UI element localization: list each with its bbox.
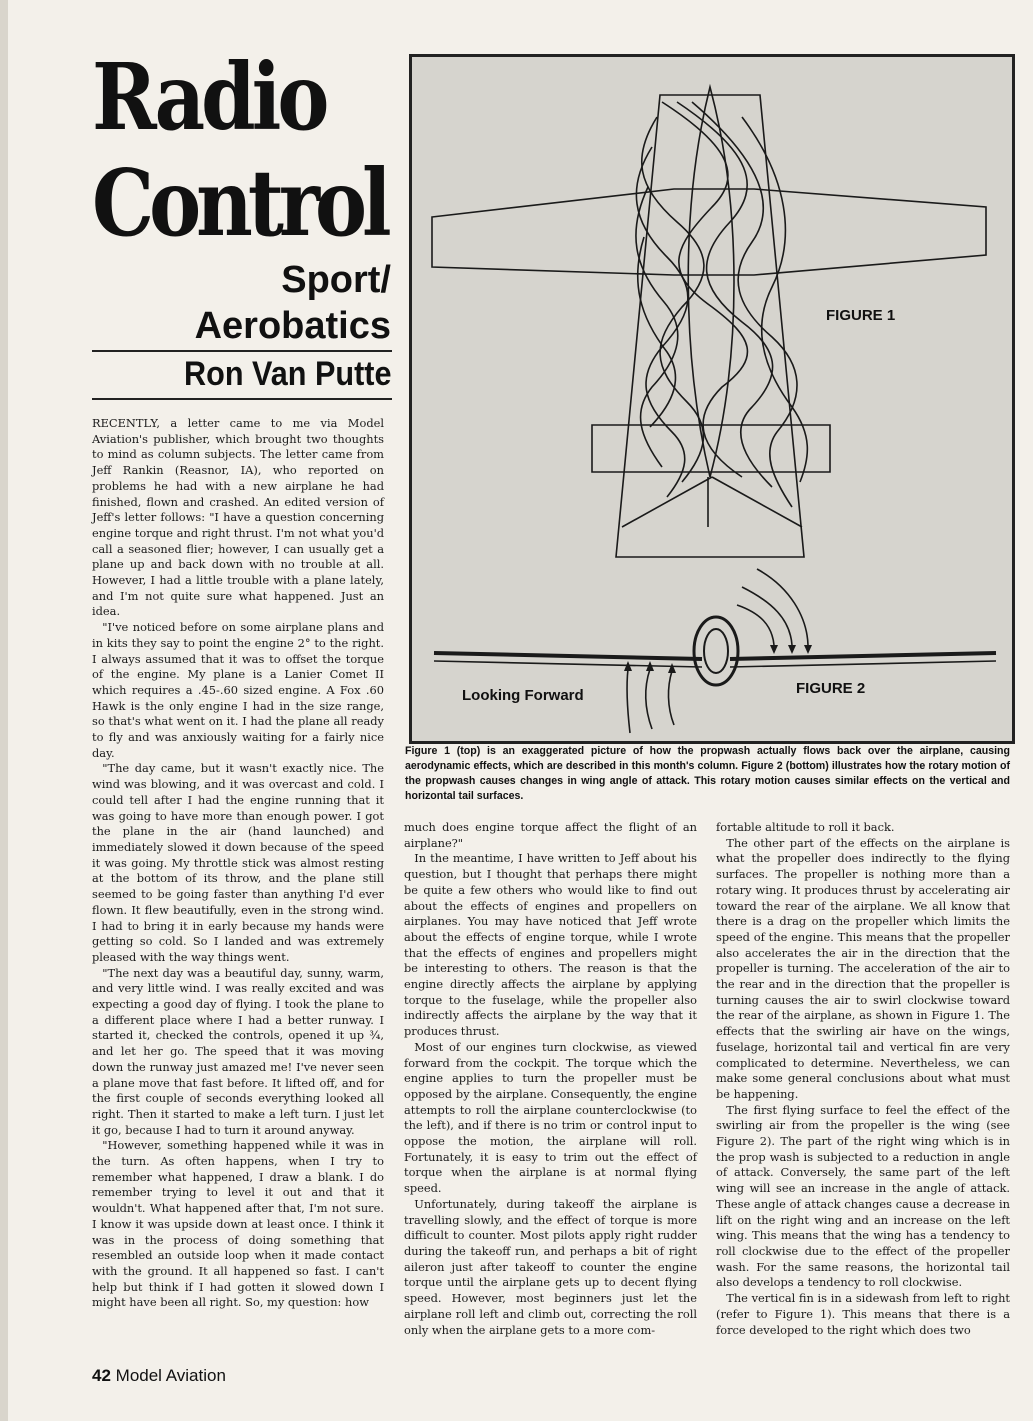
- title-line-1: Radio: [92, 44, 326, 152]
- propwash-line: [742, 117, 807, 482]
- paragraph: fortable altitude to roll it back.: [716, 820, 895, 834]
- paragraph: The first flying surface to feel the effect of the swirling air from the propeller is the wing (see Figure 2). The part of the right wing which is in the prop wash is subjected to a reduction in angle of attack. Conversely, the same part of the left wing will see an increase in the angle of attack. These angle of attack changes cause a decrease in lift on the right wing and an increase on the left wing. This means that the wing has a tendency to roll clockwise due to the effect of the propeller wash. For the same reasons, the horizontal tail also develops a tendency to roll clockwise.: [716, 1102, 1010, 1290]
- article-column-3: [716, 820, 1010, 1338]
- paragraph: much does engine torque affect the flight of an airplane?": [404, 820, 697, 850]
- article-column-2: [404, 820, 697, 1338]
- wing-section-left: [434, 653, 702, 659]
- propwash-line: [622, 477, 712, 527]
- paragraph: The vertical fin is in a sidewash from left to right (refer to Figure 1). This means that there is a force developed to the right which does two: [716, 1291, 1010, 1337]
- propwash-line: [636, 147, 687, 497]
- paragraph: "The next day was a beautiful day, sunny, warm, and very little wind. I was really excited and was expecting a good day of flying. I took the plane to a different place where I had a better runway. I started it, checked the controls, opened it up ¾, and let her go. The speed that it was moving down the runway just amazed me! I've never seen a plane move that fast before. It lifted off, and for the first couple of seconds everything looked all right. Then it started to make a left turn. I just let it go, because I had to turn it around anyway.: [92, 965, 384, 1137]
- page-edge: [0, 0, 8, 1421]
- fuselage-section: [694, 617, 738, 685]
- paragraph: Most of our engines turn clockwise, as viewed forward from the cockpit. The torque which the engine applies to turn the propeller must be opposed by the airplane. Consequently, the engine attempts to roll the airplane counterclockwise (to the left), and if there is no trim or control input to oppose the motion, the airplane will roll. Fortunately, it is easy to trim out the effect of torque when the airplane is at normal flying speed.: [404, 1039, 697, 1196]
- subtitle-line-2: Aerobatics: [194, 305, 391, 347]
- airflow-arrow: [668, 671, 674, 725]
- byline-rule: [92, 398, 392, 400]
- looking-forward-label: Looking Forward: [462, 687, 584, 704]
- title-line-2: Control: [92, 150, 387, 258]
- article-column-1: [92, 416, 384, 1311]
- figure-caption: Figure 1 (top) is an exaggerated picture of how the propwash actually flows back over the airplane, causing aerodynamic effects, which are described in this month's column. Figure 2 (bottom) illustrates how the rotary motion of the propwash causes changes in wing angle of attack. This rotary motion causes similar effects on the vertical and horizontal tail surfaces.: [405, 745, 1010, 802]
- airflow-arrow: [737, 605, 774, 645]
- paragraph: "I've noticed before on some airplane plans and in kits they say to point the engine 2° to the right. I always assumed that it was to offset the torque of the engine. My plane is a Lanier Comet II which requires a .45-.60 sized engine. A Fox .60 Hawk is the only engine I had in the size range, so that's what went on it. I had the plane all ready to fly and was anxiously waiting for a fairly nice day.: [92, 620, 384, 760]
- author-byline: Ron Van Putte: [183, 355, 391, 393]
- figure-panel: [409, 54, 1015, 744]
- magazine-name: Model Aviation: [115, 1366, 226, 1385]
- paragraph: The other part of the effects on the airplane is what the propeller does indirectly to the flying surfaces. The propeller is nothing more than a rotary wing. It produces thrust by accelerating air toward the rear of the airplane. We all know that there is a drag on the propeller which limits the speed of the engine. This means that the propeller also accelerates the air in the direction that the propeller is turning. The acceleration of the air to the rear and in the direction that the propeller is turning causes the air to swirl clockwise toward the rear of the airplane, as shown in Figure 1. The effects that the swirling air have on the wings, fuselage, horizontal tail and vertical fin are very complicated to determine. Nevertheless, we can make some general conclusions about what must be happening.: [716, 835, 1010, 1101]
- figure-1-label: FIGURE 1: [826, 307, 896, 324]
- paragraph: "The day came, but it wasn't exactly nice. The wind was blowing, and it was overcast and cold. I could tell after I had the engine running that it was going to have more than enough power. I got the plane in the air (hand launched) and immediately slowed it down because of the speed it was going. My throttle stick was almost resting at the bottom of its throw, and the plane still seemed to be going faster than anything I'd ever flown. It flew beautifully, even in the strong wind. I had to bring it in early because my hands were getting so cold. So I landed and was extremely pleased with the way things went.: [92, 761, 384, 964]
- subtitle-line-1: Sport/: [281, 259, 391, 301]
- airflow-arrow: [627, 669, 630, 733]
- figure-2-label: FIGURE 2: [796, 680, 866, 697]
- fuselage: [616, 95, 804, 557]
- main-wing: [432, 189, 986, 275]
- page-footer: [92, 1366, 226, 1386]
- paragraph: RECENTLY, a letter came to me via Model Aviation's publisher, which brought two thoughts to mind as column subjects. The letter came from Jeff Rankin (Reasnor, IA), who reported on problems he had with a new airplane he had finished, flown and crashed. An edited version of Jeff's letter follows: "I have a question concerning engine torque and right thrust. I'm not what you'd call a seasoned flier; however, I can usually get a plane up and back down with no trouble at all. However, I had a little trouble with a plane lately, and I'm not quite sure what happened. Just an idea.: [92, 416, 384, 619]
- page-number: 42: [92, 1366, 111, 1385]
- airflow-arrow: [757, 569, 808, 645]
- paragraph: Unfortunately, during takeoff the airplane is travelling slowly, and the effect of torque is more difficult to counter. Most pilots apply right rudder during the takeoff run, and perhaps a bit of right aileron just after takeoff to counter the engine torque until the airplane gets up to decent flying speed. However, most beginners just let the airplane roll left and climb out, correcting the roll only when the airplane gets to a more com-: [404, 1196, 697, 1337]
- paragraph: "However, something happened while it was in the turn. As often happens, when I try to remember what happened, I draw a blank. I do remember trying to level it out and that it wouldn't. What happened after that, I'm not sure. I know it was upside down at least once. I think it was in the process of doing something that resembled an outside loop when it made contact with the ground. It all happened so fast. I can't help but think if I had gotten it slowed down I might have been all right. So, my question: how: [92, 1138, 384, 1310]
- propwash-diagram: [412, 57, 1012, 741]
- paragraph: In the meantime, I have written to Jeff about his question, but I thought that perhaps there might be quite a few others who would like to find out about the effects of engines and propellers on airplanes. You may have noticed that Jeff wrote about the effects of engine torque, while I wrote that the effects of engines and propellers might be interesting to others. The reason is that the engine directly affects the airplane by applying torque to the fuselage, while the propeller also indirectly affects the airplane by the way that it produces thrust.: [404, 851, 697, 1039]
- wing-section-right: [730, 653, 996, 659]
- airflow-arrow: [646, 669, 652, 729]
- airflow-arrow: [742, 587, 792, 645]
- vertical-fin: [688, 87, 734, 477]
